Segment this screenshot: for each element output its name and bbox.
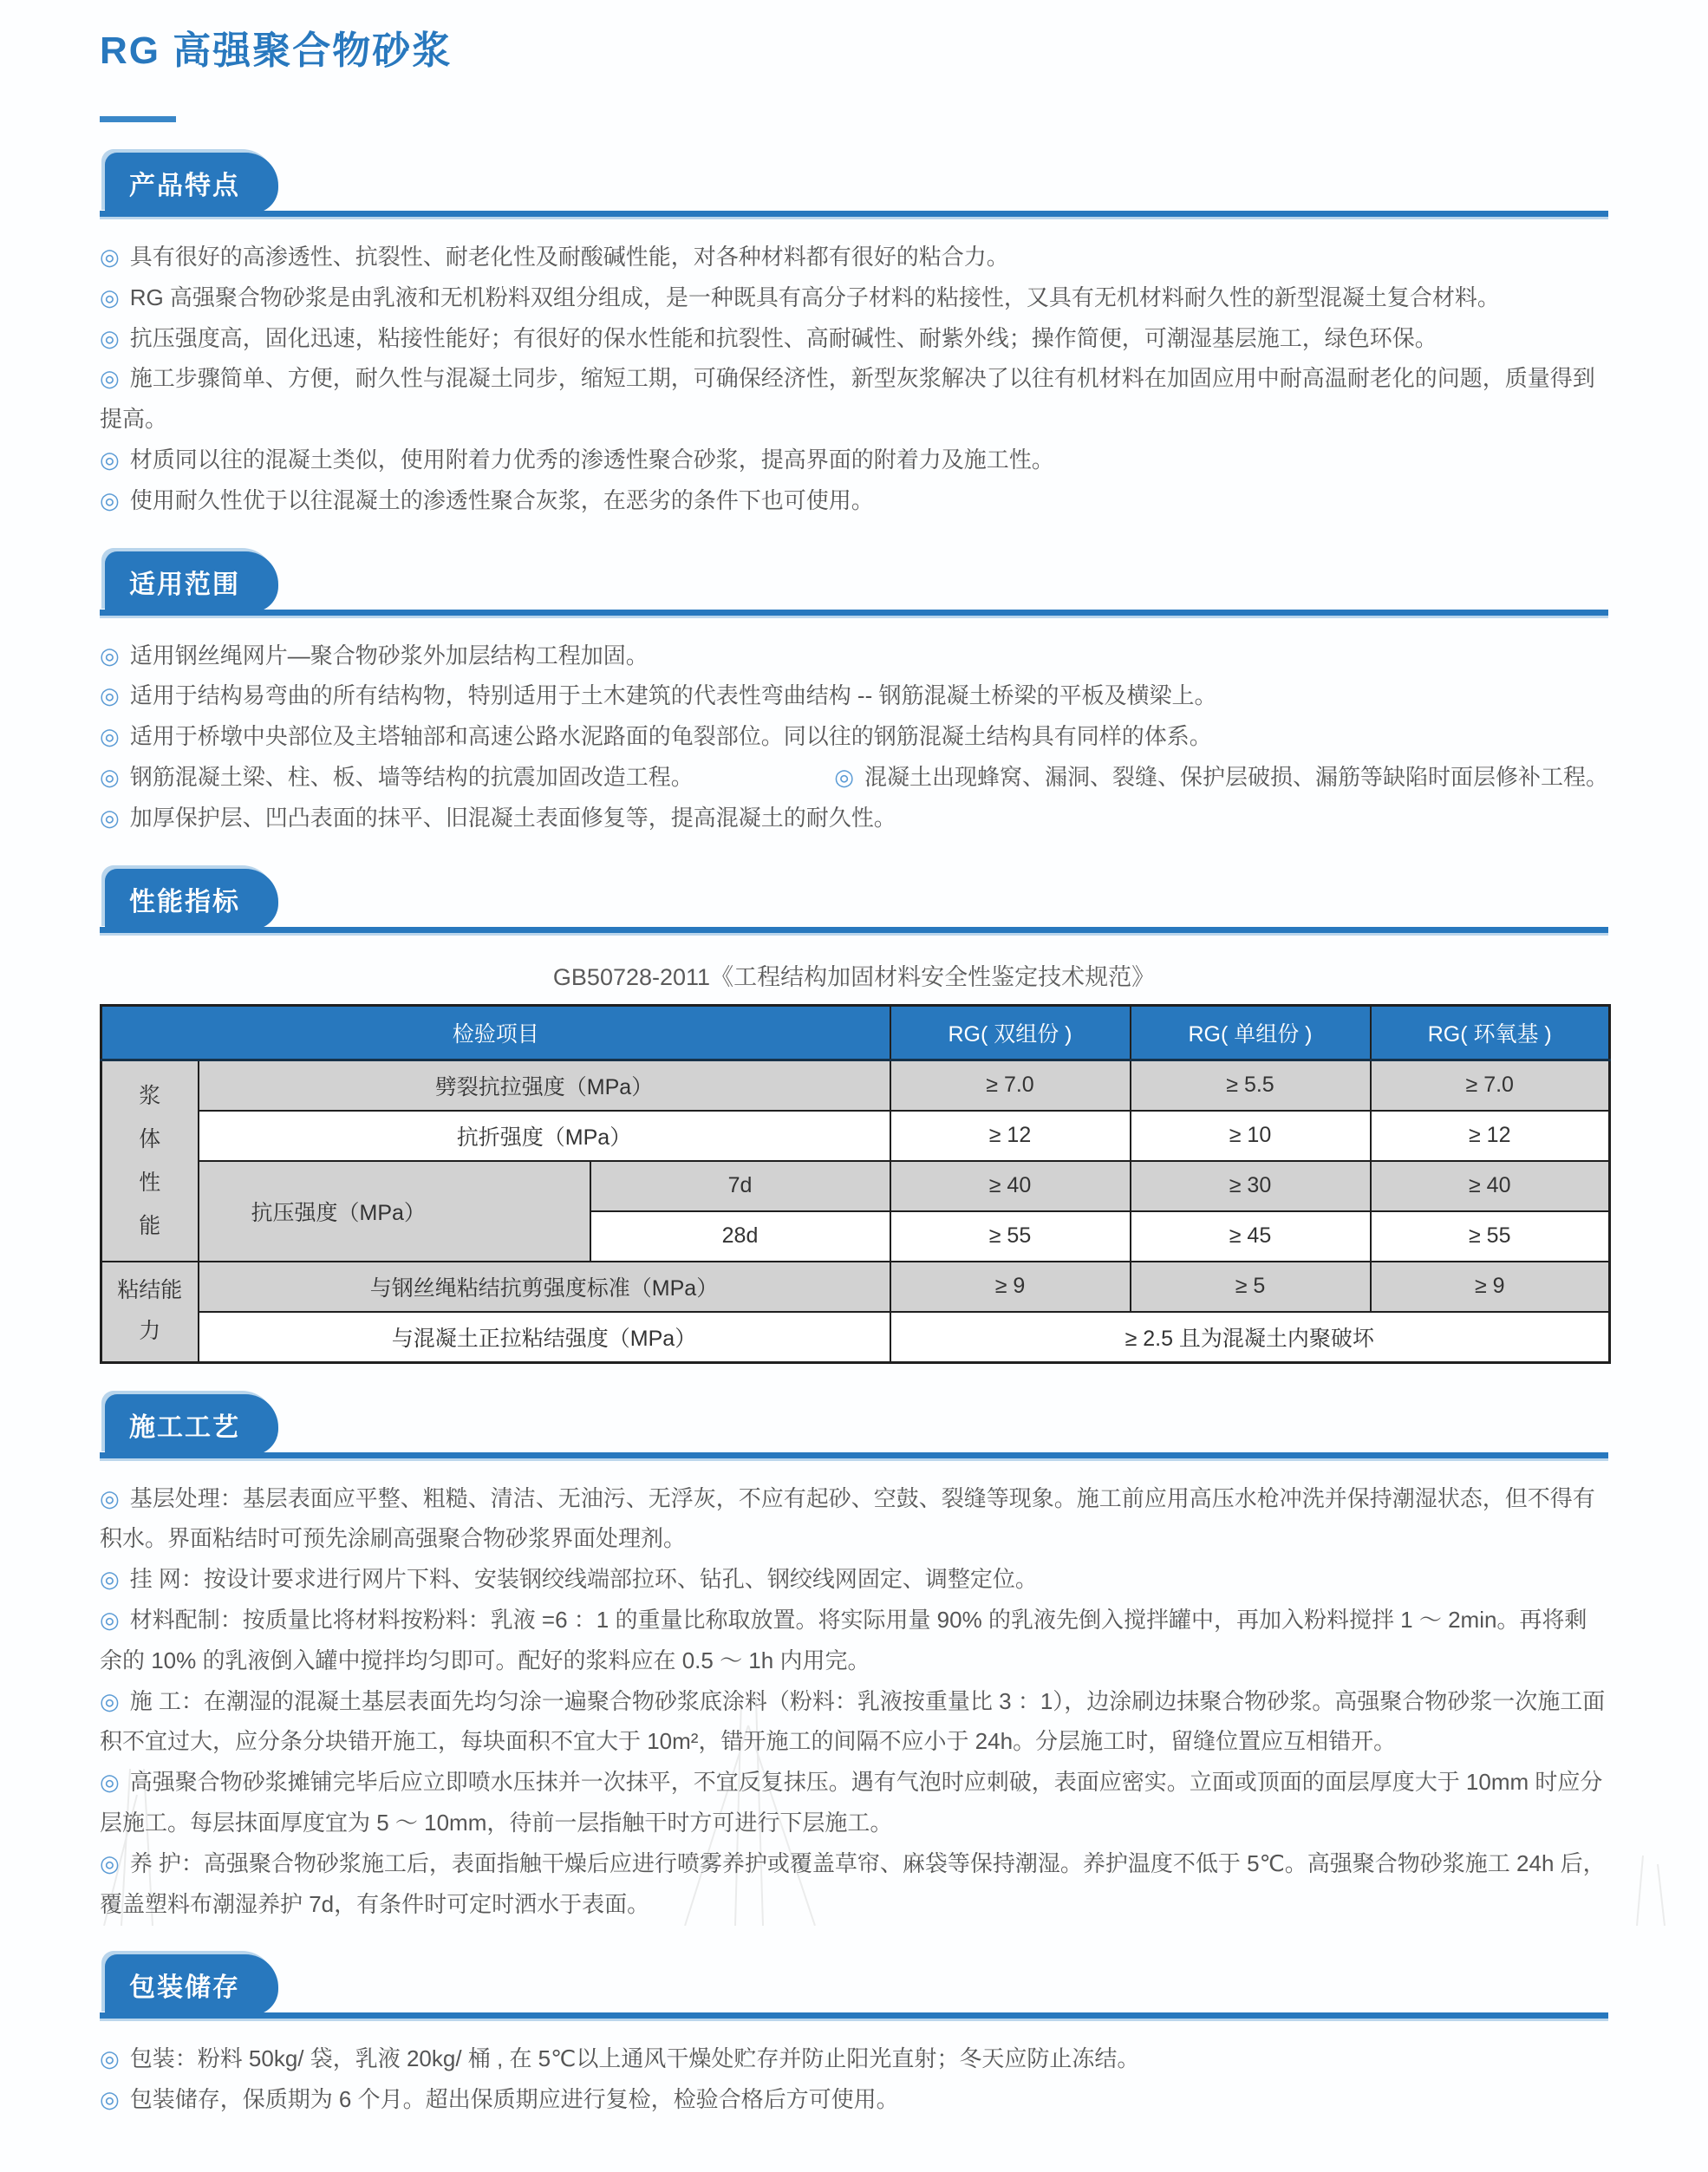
header-cell-rg-one-part: RG( 单组份 ) [1131, 1005, 1371, 1060]
section-rule [100, 927, 1608, 936]
process-item [100, 1762, 1608, 1843]
feature-item [100, 358, 1608, 440]
value-cell: ≥ 7.0 [890, 1060, 1131, 1111]
bullet-icon: ◎ [100, 682, 120, 709]
bullet-icon: ◎ [100, 324, 120, 351]
section-rule [100, 211, 1608, 219]
bullet-icon: ◎ [100, 1606, 120, 1633]
header-cell-item: 检验项目 [101, 1005, 890, 1060]
feature-item [100, 237, 1608, 277]
bullet-icon: ◎ [100, 1849, 120, 1876]
section-features-header [100, 159, 1608, 219]
feature-text: RG 高强聚合物砂浆是由乳液和无机粉料双组分组成，是一种既具有高分子材料的粘接性，又具有无机材料耐久性的新型混凝土复合材料。 [129, 284, 1500, 310]
bullet-icon: ◎ [834, 763, 854, 790]
page-title: RG 高强聚合物砂浆 [100, 29, 453, 72]
section-performance-body [100, 958, 1608, 1364]
feature-text: 施工步骤简单、方便，耐久性与混凝土同步，缩短工期，可确保经济性，新型灰浆解决了以往有机材料在加固应用中耐高温耐老化的问题，质量得到提高。 [100, 365, 1595, 433]
section-storage-badge: 包装储存 [105, 1954, 278, 2015]
value-cell: ≥ 40 [1371, 1161, 1610, 1211]
storage-text: 包装储存，保质期为 6 个月。超出保质期应进行复检，检验合格后方可使用。 [129, 2086, 899, 2113]
process-text: 材料配制：按质量比将材料按粉料：乳液 =6 ：1 的重量比称取放置。将实际用量 90% 的乳液先倒入搅拌罐中，再加入粉料搅拌 1 ～ 2min。再将剩余的 10% 的乳液倒入罐中搅拌均匀即可。配好的浆料应在 0.5 ～ 1h 内用完。 [100, 1606, 1587, 1673]
section-process [100, 1400, 1608, 1925]
section-process-badge: 施工工艺 [105, 1394, 278, 1455]
section-features [100, 159, 1608, 521]
value-cell: ≥ 40 [890, 1161, 1131, 1211]
row-name-compressive: 抗压强度（MPa） [199, 1161, 590, 1262]
process-item [100, 1559, 1608, 1600]
scope-item [100, 716, 1608, 757]
value-cell: ≥ 55 [1371, 1211, 1610, 1262]
bullet-icon: ◎ [100, 1769, 120, 1796]
scope-text: 加厚保护层、凹凸表面的抹平、旧混凝土表面修复等，提高混凝土的耐久性。 [129, 804, 896, 831]
storage-item [100, 2079, 1608, 2120]
title-underline [100, 116, 176, 122]
process-text: 挂 网：按设计要求进行网片下料、安装钢绞线端部拉环、钻孔、钢绞线网固定、调整定位。 [129, 1566, 1038, 1593]
value-cell: ≥ 9 [1371, 1262, 1610, 1312]
table-caption: GB50728-2011《工程结构加固材料安全性鉴定技术规范》 [552, 963, 1156, 990]
section-rule [100, 2012, 1608, 2021]
table-header-row [101, 1005, 1610, 1060]
header-cell-rg-epoxy: RG( 环氧基 ) [1371, 1005, 1610, 1060]
feature-item [100, 440, 1608, 480]
bullet-icon: ◎ [100, 642, 120, 669]
scope-text: 钢筋混凝土梁、柱、板、墙等结构的抗震加固改造工程。 [129, 763, 694, 790]
section-rule [100, 610, 1608, 618]
section-scope-header [100, 558, 1608, 618]
row-name-flexural: 抗折强度（MPa） [199, 1111, 890, 1161]
section-features-badge: 产品特点 [105, 153, 278, 213]
bullet-icon: ◎ [100, 2045, 120, 2072]
sub-cell-28d: 28d [590, 1211, 890, 1262]
table-row [101, 1312, 1610, 1363]
section-storage [100, 1960, 1608, 2120]
value-cell: ≥ 5.5 [1131, 1060, 1371, 1111]
process-text: 高强聚合物砂浆摊铺完毕后应立即喷水压抹并一次抹平，不宜反复抹压。遇有气泡时应刺破，表面应密实。立面或顶面的面层厚度大于 10mm 时应分层施工。每层抹面厚度宜为 5 ～ 10mm，待前一层指触干时方可进行下层施工。 [100, 1769, 1603, 1836]
bullet-icon: ◎ [100, 446, 120, 473]
value-cell: ≥ 10 [1131, 1111, 1371, 1161]
performance-table [100, 1004, 1611, 1364]
table-row [101, 1060, 1610, 1111]
bullet-icon: ◎ [100, 2086, 120, 2113]
scope-item [100, 636, 1608, 676]
process-item [100, 1478, 1608, 1560]
scope-text: 适用于结构易弯曲的所有结构物，特别适用于土木建筑的代表性弯曲结构 -- 钢筋混凝土桥梁的平板及横梁上。 [129, 682, 1217, 709]
process-text: 施 工：在潮湿的混凝土基层表面先均匀涂一遍聚合物砂浆底涂料（粉料：乳液按重量比 3 ：1），边涂刷边抹聚合物砂浆。高强聚合物砂浆一次施工面积不宜过大，应分条分块错开施工，每块面积不宜大于 10m²，错开施工的间隔不应小于 24h。分层施工时，留缝位置应互相错开。 [100, 1687, 1606, 1755]
process-item [100, 1600, 1608, 1681]
scope-item [100, 798, 1608, 838]
value-cell: ≥ 45 [1131, 1211, 1371, 1262]
section-performance [100, 875, 1608, 1364]
section-process-body [100, 1478, 1608, 1925]
table-row [101, 1262, 1610, 1312]
section-process-header [100, 1400, 1608, 1461]
section-features-body [100, 237, 1608, 521]
section-scope-badge: 适用范围 [105, 551, 278, 612]
row-name-shear: 与钢丝绳粘结抗剪强度标准（MPa） [199, 1262, 890, 1312]
feature-item [100, 277, 1608, 318]
scope-text: 适用于桥墩中央部位及主塔轴部和高速公路水泥路面的龟裂部位。同以往的钢筋混凝土结构具有同样的体系。 [129, 723, 1212, 750]
scope-item [100, 675, 1608, 716]
storage-item [100, 2038, 1608, 2079]
value-cell: ≥ 5 [1131, 1262, 1371, 1312]
bullet-icon: ◎ [100, 486, 120, 513]
bullet-icon: ◎ [100, 1687, 120, 1714]
table-row [101, 1161, 1610, 1211]
section-performance-badge: 性能指标 [105, 869, 278, 929]
value-cell: ≥ 12 [890, 1111, 1131, 1161]
process-item [100, 1681, 1608, 1763]
process-text: 基层处理：基层表面应平整、粗糙、清洁、无油污、无浮灰，不应有起砂、空鼓、裂缝等现象。施工前应用高压水枪冲洗并保持潮湿状态，但不得有积水。界面粘结时可预先涂刷高强聚合物砂浆界面处理剂。 [100, 1484, 1595, 1552]
feature-text: 抗压强度高，固化迅速，粘接性能好；有很好的保水性能和抗裂性、高耐碱性、耐紫外线；操作简便，可潮湿基层施工，绿色环保。 [129, 324, 1437, 351]
section-scope-body [100, 636, 1608, 838]
bullet-icon: ◎ [100, 1484, 120, 1511]
bullet-icon: ◎ [100, 763, 120, 790]
section-performance-header [100, 875, 1608, 936]
group-label-bond: 粘结能力 [101, 1262, 199, 1363]
feature-text: 具有很好的高渗透性、抗裂性、耐老化性及耐酸碱性能，对各种材料都有很好的粘合力。 [129, 244, 1009, 270]
header-cell-rg-two-part: RG( 双组份 ) [890, 1005, 1131, 1060]
value-cell: ≥ 7.0 [1371, 1060, 1610, 1111]
feature-item [100, 480, 1608, 521]
feature-item [100, 318, 1608, 359]
bullet-icon: ◎ [100, 804, 120, 831]
section-storage-body [100, 2038, 1608, 2120]
section-scope [100, 558, 1608, 838]
bullet-icon: ◎ [100, 1566, 120, 1593]
scope-text: 适用钢丝绳网片—聚合物砂浆外加层结构工程加固。 [129, 642, 649, 669]
process-text: 养 护：高强聚合物砂浆施工后，表面指触干燥后应进行喷雾养护或覆盖草帘、麻袋等保持潮湿。养护温度不低于 5℃。高强聚合物砂浆施工 24h 后，覆盖塑料布潮湿养护 7d，有条件时可定时洒水于表面。 [100, 1849, 1606, 1917]
section-rule [100, 1452, 1608, 1461]
table-row [101, 1111, 1610, 1161]
feature-text: 使用耐久性优于以往混凝土的渗透性聚合灰浆，在恶劣的条件下也可使用。 [129, 486, 874, 513]
group-label-paste: 浆体性能 [101, 1060, 199, 1262]
value-cell: ≥ 55 [890, 1211, 1131, 1262]
feature-text: 材质同以往的混凝土类似，使用附着力优秀的渗透性聚合砂浆，提高界面的附着力及施工性。 [129, 446, 1054, 473]
scope-item-pair [100, 757, 1608, 798]
scope-pair-right [834, 757, 1608, 798]
row-name-split-tensile: 劈裂抗拉强度（MPa） [199, 1060, 890, 1111]
bullet-icon: ◎ [100, 284, 120, 310]
value-cell: ≥ 9 [890, 1262, 1131, 1312]
value-cell: ≥ 12 [1371, 1111, 1610, 1161]
section-storage-header [100, 1960, 1608, 2021]
scope-pair-left [100, 757, 694, 798]
row-name-normal-bond: 与混凝土正拉粘结强度（MPa） [199, 1312, 890, 1363]
process-item [100, 1843, 1608, 1925]
value-cell: ≥ 30 [1131, 1161, 1371, 1211]
bullet-icon: ◎ [100, 365, 120, 392]
bullet-icon: ◎ [100, 723, 120, 750]
sub-cell-7d: 7d [590, 1161, 890, 1211]
value-cell-span: ≥ 2.5 且为混凝土内聚破坏 [890, 1312, 1610, 1363]
storage-text: 包装：粉料 50kg/ 袋，乳液 20kg/ 桶 , 在 5℃以上通风干燥处贮存并防止阳光直射；冬天应防止冻结。 [129, 2045, 1140, 2072]
bullet-icon: ◎ [100, 244, 120, 270]
scope-text: 混凝土出现蜂窝、漏洞、裂缝、保护层破损、漏筋等缺陷时面层修补工程。 [864, 763, 1608, 790]
